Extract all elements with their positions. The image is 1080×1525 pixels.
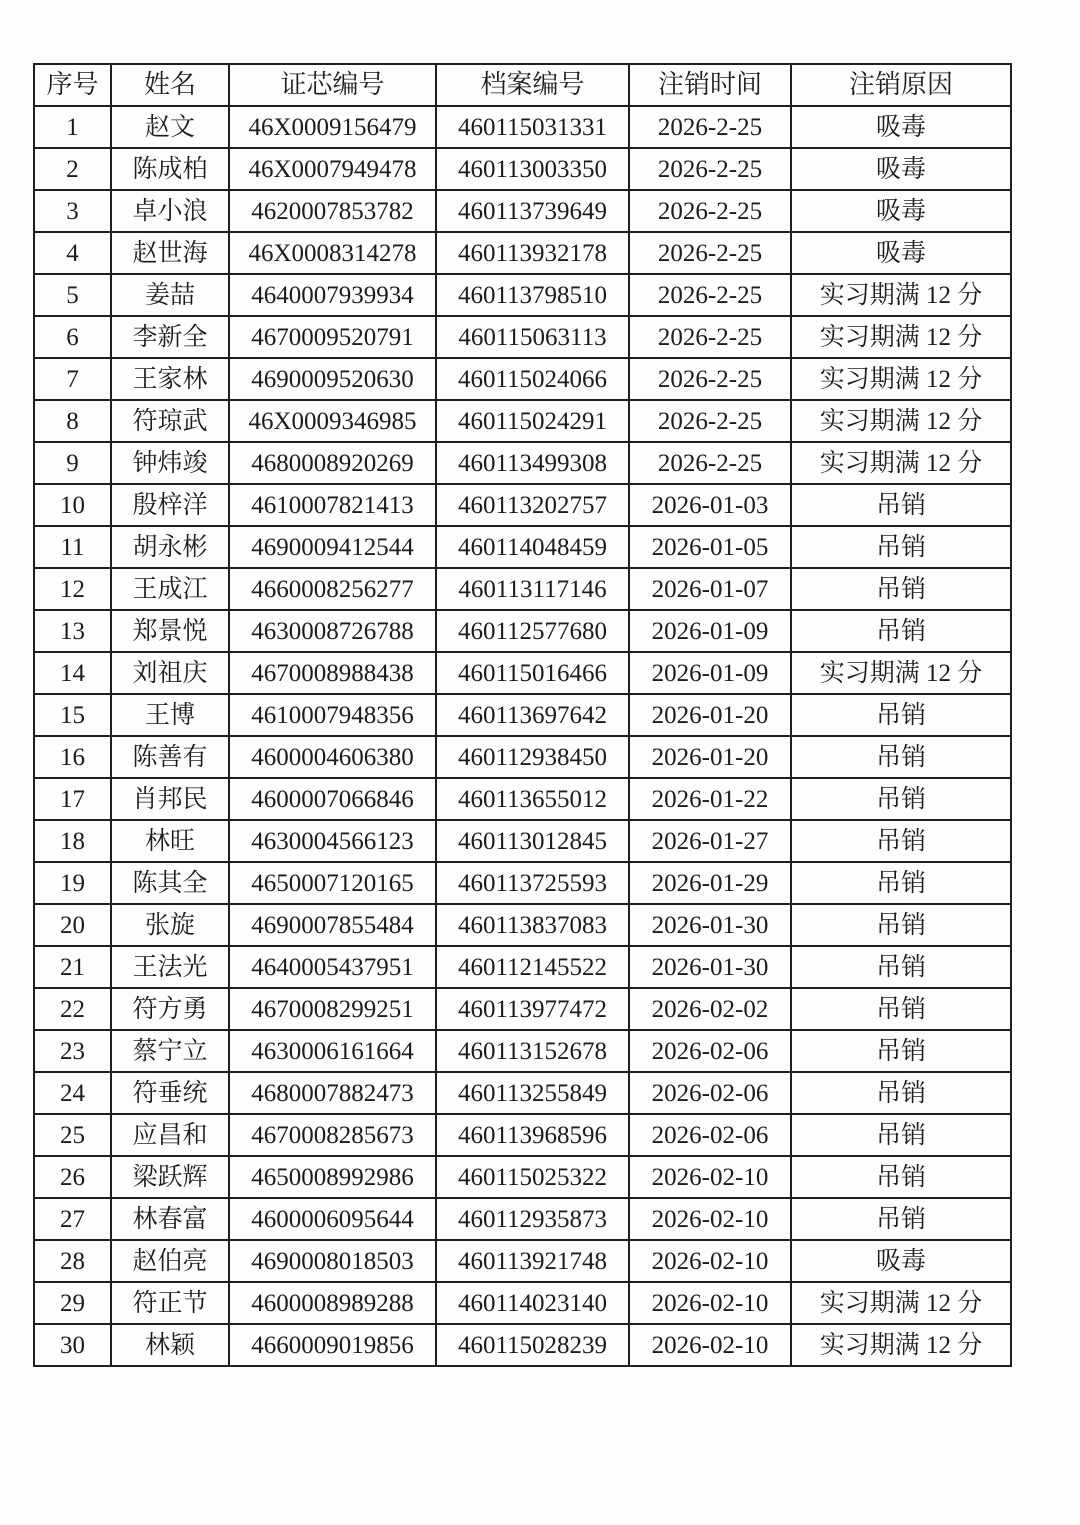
cell-cancel-time: 2026-01-20	[629, 736, 791, 778]
cell-cert-number: 4630008726788	[229, 610, 436, 652]
cell-cert-number: 4660009019856	[229, 1324, 436, 1366]
cell-index: 7	[34, 358, 111, 400]
table-row	[34, 1240, 1011, 1282]
cell-file-number: 460113117146	[436, 568, 629, 610]
cell-index: 13	[34, 610, 111, 652]
cell-file-number: 460113798510	[436, 274, 629, 316]
column-header-cancel-time: 注销时间	[629, 64, 791, 106]
cell-cancel-reason: 实习期满 12 分	[791, 1324, 1011, 1366]
table-row	[34, 610, 1011, 652]
cell-cancel-reason: 实习期满 12 分	[791, 316, 1011, 358]
cell-index: 27	[34, 1198, 111, 1240]
cell-cancel-reason: 吊销	[791, 610, 1011, 652]
cell-cert-number: 4640007939934	[229, 274, 436, 316]
cell-cancel-reason: 吊销	[791, 526, 1011, 568]
cell-name: 卓小浪	[111, 190, 229, 232]
cell-name: 王博	[111, 694, 229, 736]
column-header-index: 序号	[34, 64, 111, 106]
table-row	[34, 946, 1011, 988]
cell-cancel-reason: 实习期满 12 分	[791, 358, 1011, 400]
cell-name: 王家林	[111, 358, 229, 400]
cell-name: 符正节	[111, 1282, 229, 1324]
cell-index: 22	[34, 988, 111, 1030]
cell-cancel-time: 2026-02-10	[629, 1324, 791, 1366]
cell-cancel-reason: 吸毒	[791, 1240, 1011, 1282]
cell-cancel-reason: 实习期满 12 分	[791, 274, 1011, 316]
cell-cancel-reason: 吊销	[791, 946, 1011, 988]
cell-cert-number: 4600007066846	[229, 778, 436, 820]
cell-file-number: 460113697642	[436, 694, 629, 736]
cell-cert-number: 4640005437951	[229, 946, 436, 988]
cell-cert-number: 4690009520630	[229, 358, 436, 400]
table-row	[34, 358, 1011, 400]
cell-cancel-time: 2026-02-02	[629, 988, 791, 1030]
cell-cancel-time: 2026-02-06	[629, 1030, 791, 1072]
cell-file-number: 460115063113	[436, 316, 629, 358]
cell-cert-number: 46X0008314278	[229, 232, 436, 274]
cell-cert-number: 46X0009156479	[229, 106, 436, 148]
column-header-cancel-reason: 注销原因	[791, 64, 1011, 106]
cell-cert-number: 46X0007949478	[229, 148, 436, 190]
cell-index: 5	[34, 274, 111, 316]
cell-cert-number: 4670009520791	[229, 316, 436, 358]
cell-cancel-time: 2026-2-25	[629, 316, 791, 358]
cell-index: 20	[34, 904, 111, 946]
cell-cert-number: 4670008299251	[229, 988, 436, 1030]
cell-index: 15	[34, 694, 111, 736]
table-row	[34, 232, 1011, 274]
cell-cancel-time: 2026-02-10	[629, 1240, 791, 1282]
cell-index: 16	[34, 736, 111, 778]
cell-cert-number: 4680007882473	[229, 1072, 436, 1114]
cell-file-number: 460113837083	[436, 904, 629, 946]
cell-index: 26	[34, 1156, 111, 1198]
cell-file-number: 460113921748	[436, 1240, 629, 1282]
table-row	[34, 820, 1011, 862]
cell-cancel-time: 2026-2-25	[629, 106, 791, 148]
table-row	[34, 1282, 1011, 1324]
cell-name: 姜喆	[111, 274, 229, 316]
cell-cancel-time: 2026-02-10	[629, 1156, 791, 1198]
cell-name: 钟炜竣	[111, 442, 229, 484]
cell-cancel-time: 2026-01-03	[629, 484, 791, 526]
cell-name: 殷梓洋	[111, 484, 229, 526]
cell-cancel-reason: 吊销	[791, 862, 1011, 904]
cell-cert-number: 4600006095644	[229, 1198, 436, 1240]
cell-cert-number: 4670008988438	[229, 652, 436, 694]
cell-index: 12	[34, 568, 111, 610]
cell-name: 赵伯亮	[111, 1240, 229, 1282]
cell-name: 赵文	[111, 106, 229, 148]
cell-cancel-reason: 吸毒	[791, 232, 1011, 274]
cell-cancel-reason: 吊销	[791, 820, 1011, 862]
table-row	[34, 1156, 1011, 1198]
cell-name: 应昌和	[111, 1114, 229, 1156]
cell-index: 18	[34, 820, 111, 862]
cell-file-number: 460115016466	[436, 652, 629, 694]
cell-cancel-reason: 实习期满 12 分	[791, 1282, 1011, 1324]
cell-index: 30	[34, 1324, 111, 1366]
cell-file-number: 460115024291	[436, 400, 629, 442]
cell-index: 23	[34, 1030, 111, 1072]
cell-cancel-time: 2026-01-09	[629, 652, 791, 694]
cell-cancel-time: 2026-01-30	[629, 904, 791, 946]
cell-name: 郑景悦	[111, 610, 229, 652]
cell-file-number: 460114048459	[436, 526, 629, 568]
cell-index: 9	[34, 442, 111, 484]
cell-cert-number: 4660008256277	[229, 568, 436, 610]
cell-file-number: 460112938450	[436, 736, 629, 778]
cell-cancel-reason: 吊销	[791, 484, 1011, 526]
cell-file-number: 460113932178	[436, 232, 629, 274]
cell-file-number: 460113739649	[436, 190, 629, 232]
cell-cert-number: 4680008920269	[229, 442, 436, 484]
table-row	[34, 274, 1011, 316]
table-row	[34, 988, 1011, 1030]
cell-cancel-time: 2026-02-06	[629, 1072, 791, 1114]
cell-cancel-reason: 吸毒	[791, 148, 1011, 190]
cell-index: 17	[34, 778, 111, 820]
column-header-file-number: 档案编号	[436, 64, 629, 106]
cell-cancel-time: 2026-01-27	[629, 820, 791, 862]
cell-index: 28	[34, 1240, 111, 1282]
cell-name: 王法光	[111, 946, 229, 988]
cell-cancel-time: 2026-2-25	[629, 442, 791, 484]
table-row	[34, 1114, 1011, 1156]
cell-cancel-time: 2026-2-25	[629, 232, 791, 274]
cell-cancel-reason: 吊销	[791, 694, 1011, 736]
cell-file-number: 460113977472	[436, 988, 629, 1030]
cell-cancel-reason: 吊销	[791, 1114, 1011, 1156]
cell-index: 4	[34, 232, 111, 274]
cell-file-number: 460113255849	[436, 1072, 629, 1114]
cell-cancel-time: 2026-2-25	[629, 190, 791, 232]
cell-cert-number: 4650007120165	[229, 862, 436, 904]
cell-file-number: 460115024066	[436, 358, 629, 400]
cell-index: 24	[34, 1072, 111, 1114]
cell-cancel-reason: 吊销	[791, 904, 1011, 946]
cell-cancel-time: 2026-01-20	[629, 694, 791, 736]
cell-cancel-time: 2026-01-07	[629, 568, 791, 610]
cell-cert-number: 4630006161664	[229, 1030, 436, 1072]
cell-cancel-time: 2026-2-25	[629, 148, 791, 190]
cell-file-number: 460112145522	[436, 946, 629, 988]
cell-name: 陈其全	[111, 862, 229, 904]
cell-cert-number: 4620007853782	[229, 190, 436, 232]
header-row	[34, 64, 1011, 106]
table-row	[34, 862, 1011, 904]
table-row	[34, 652, 1011, 694]
cell-cancel-time: 2026-2-25	[629, 274, 791, 316]
cell-cert-number: 4610007821413	[229, 484, 436, 526]
cell-cancel-reason: 吊销	[791, 778, 1011, 820]
cell-cancel-time: 2026-01-30	[629, 946, 791, 988]
cell-cancel-time: 2026-01-09	[629, 610, 791, 652]
cell-cancel-reason: 吊销	[791, 568, 1011, 610]
cell-file-number: 460114023140	[436, 1282, 629, 1324]
table-row	[34, 190, 1011, 232]
cell-file-number: 460113499308	[436, 442, 629, 484]
cell-cancel-reason: 实习期满 12 分	[791, 442, 1011, 484]
cell-name: 符方勇	[111, 988, 229, 1030]
cell-index: 21	[34, 946, 111, 988]
cell-file-number: 460113152678	[436, 1030, 629, 1072]
cell-cancel-reason: 吸毒	[791, 190, 1011, 232]
cell-index: 8	[34, 400, 111, 442]
cell-cert-number: 4600008989288	[229, 1282, 436, 1324]
cell-index: 29	[34, 1282, 111, 1324]
cell-cert-number: 4610007948356	[229, 694, 436, 736]
cell-name: 梁跃辉	[111, 1156, 229, 1198]
cell-file-number: 460112935873	[436, 1198, 629, 1240]
cell-cancel-reason: 实习期满 12 分	[791, 400, 1011, 442]
records-table-body	[34, 106, 1011, 1366]
table-row	[34, 1324, 1011, 1366]
cell-file-number: 460115025322	[436, 1156, 629, 1198]
cell-index: 6	[34, 316, 111, 358]
cell-index: 3	[34, 190, 111, 232]
cell-name: 李新全	[111, 316, 229, 358]
records-table-header	[34, 64, 1011, 106]
cell-name: 肖邦民	[111, 778, 229, 820]
cell-cert-number: 4690007855484	[229, 904, 436, 946]
cell-name: 王成江	[111, 568, 229, 610]
records-table	[33, 63, 1012, 1367]
cell-index: 19	[34, 862, 111, 904]
cell-name: 张旋	[111, 904, 229, 946]
table-row	[34, 148, 1011, 190]
table-row	[34, 1198, 1011, 1240]
cell-cert-number: 46X0009346985	[229, 400, 436, 442]
table-row	[34, 568, 1011, 610]
cell-name: 符琼武	[111, 400, 229, 442]
cell-file-number: 460113012845	[436, 820, 629, 862]
cell-file-number: 460113655012	[436, 778, 629, 820]
cell-index: 2	[34, 148, 111, 190]
table-row	[34, 736, 1011, 778]
cell-cancel-time: 2026-01-29	[629, 862, 791, 904]
table-row	[34, 904, 1011, 946]
column-header-cert-number: 证芯编号	[229, 64, 436, 106]
cell-cancel-time: 2026-01-05	[629, 526, 791, 568]
cell-file-number: 460115028239	[436, 1324, 629, 1366]
cell-index: 14	[34, 652, 111, 694]
table-row	[34, 1072, 1011, 1114]
cell-cancel-time: 2026-2-25	[629, 400, 791, 442]
column-header-name: 姓名	[111, 64, 229, 106]
cell-cert-number: 4670008285673	[229, 1114, 436, 1156]
cell-cert-number: 4600004606380	[229, 736, 436, 778]
cell-cancel-reason: 吊销	[791, 736, 1011, 778]
table-row	[34, 1030, 1011, 1072]
cell-cancel-time: 2026-02-10	[629, 1198, 791, 1240]
cell-cert-number: 4690009412544	[229, 526, 436, 568]
cell-file-number: 460113202757	[436, 484, 629, 526]
cell-name: 林颖	[111, 1324, 229, 1366]
table-row	[34, 106, 1011, 148]
table-row	[34, 400, 1011, 442]
cell-cancel-time: 2026-2-25	[629, 358, 791, 400]
cell-cancel-time: 2026-02-10	[629, 1282, 791, 1324]
cell-index: 25	[34, 1114, 111, 1156]
cell-cancel-reason: 吊销	[791, 1156, 1011, 1198]
cell-name: 蔡宁立	[111, 1030, 229, 1072]
table-row	[34, 442, 1011, 484]
table-row	[34, 778, 1011, 820]
cell-cancel-time: 2026-02-06	[629, 1114, 791, 1156]
cell-index: 1	[34, 106, 111, 148]
cell-cancel-reason: 吊销	[791, 1072, 1011, 1114]
cell-cancel-reason: 吸毒	[791, 106, 1011, 148]
cell-index: 10	[34, 484, 111, 526]
cell-name: 陈成柏	[111, 148, 229, 190]
cell-file-number: 460113725593	[436, 862, 629, 904]
table-row	[34, 526, 1011, 568]
cell-index: 11	[34, 526, 111, 568]
cell-cancel-reason: 吊销	[791, 1198, 1011, 1240]
cell-name: 林春富	[111, 1198, 229, 1240]
cell-cert-number: 4650008992986	[229, 1156, 436, 1198]
cell-name: 符垂统	[111, 1072, 229, 1114]
cell-name: 陈善有	[111, 736, 229, 778]
cell-cancel-reason: 吊销	[791, 1030, 1011, 1072]
cell-file-number: 460115031331	[436, 106, 629, 148]
cell-cert-number: 4690008018503	[229, 1240, 436, 1282]
table-row	[34, 316, 1011, 358]
cell-name: 赵世海	[111, 232, 229, 274]
cell-name: 刘祖庆	[111, 652, 229, 694]
table-row	[34, 484, 1011, 526]
table-row	[34, 694, 1011, 736]
cell-cert-number: 4630004566123	[229, 820, 436, 862]
cell-file-number: 460113003350	[436, 148, 629, 190]
cell-name: 林旺	[111, 820, 229, 862]
cell-cancel-time: 2026-01-22	[629, 778, 791, 820]
cell-file-number: 460113968596	[436, 1114, 629, 1156]
cell-name: 胡永彬	[111, 526, 229, 568]
cell-file-number: 460112577680	[436, 610, 629, 652]
cell-cancel-reason: 吊销	[791, 988, 1011, 1030]
cell-cancel-reason: 实习期满 12 分	[791, 652, 1011, 694]
